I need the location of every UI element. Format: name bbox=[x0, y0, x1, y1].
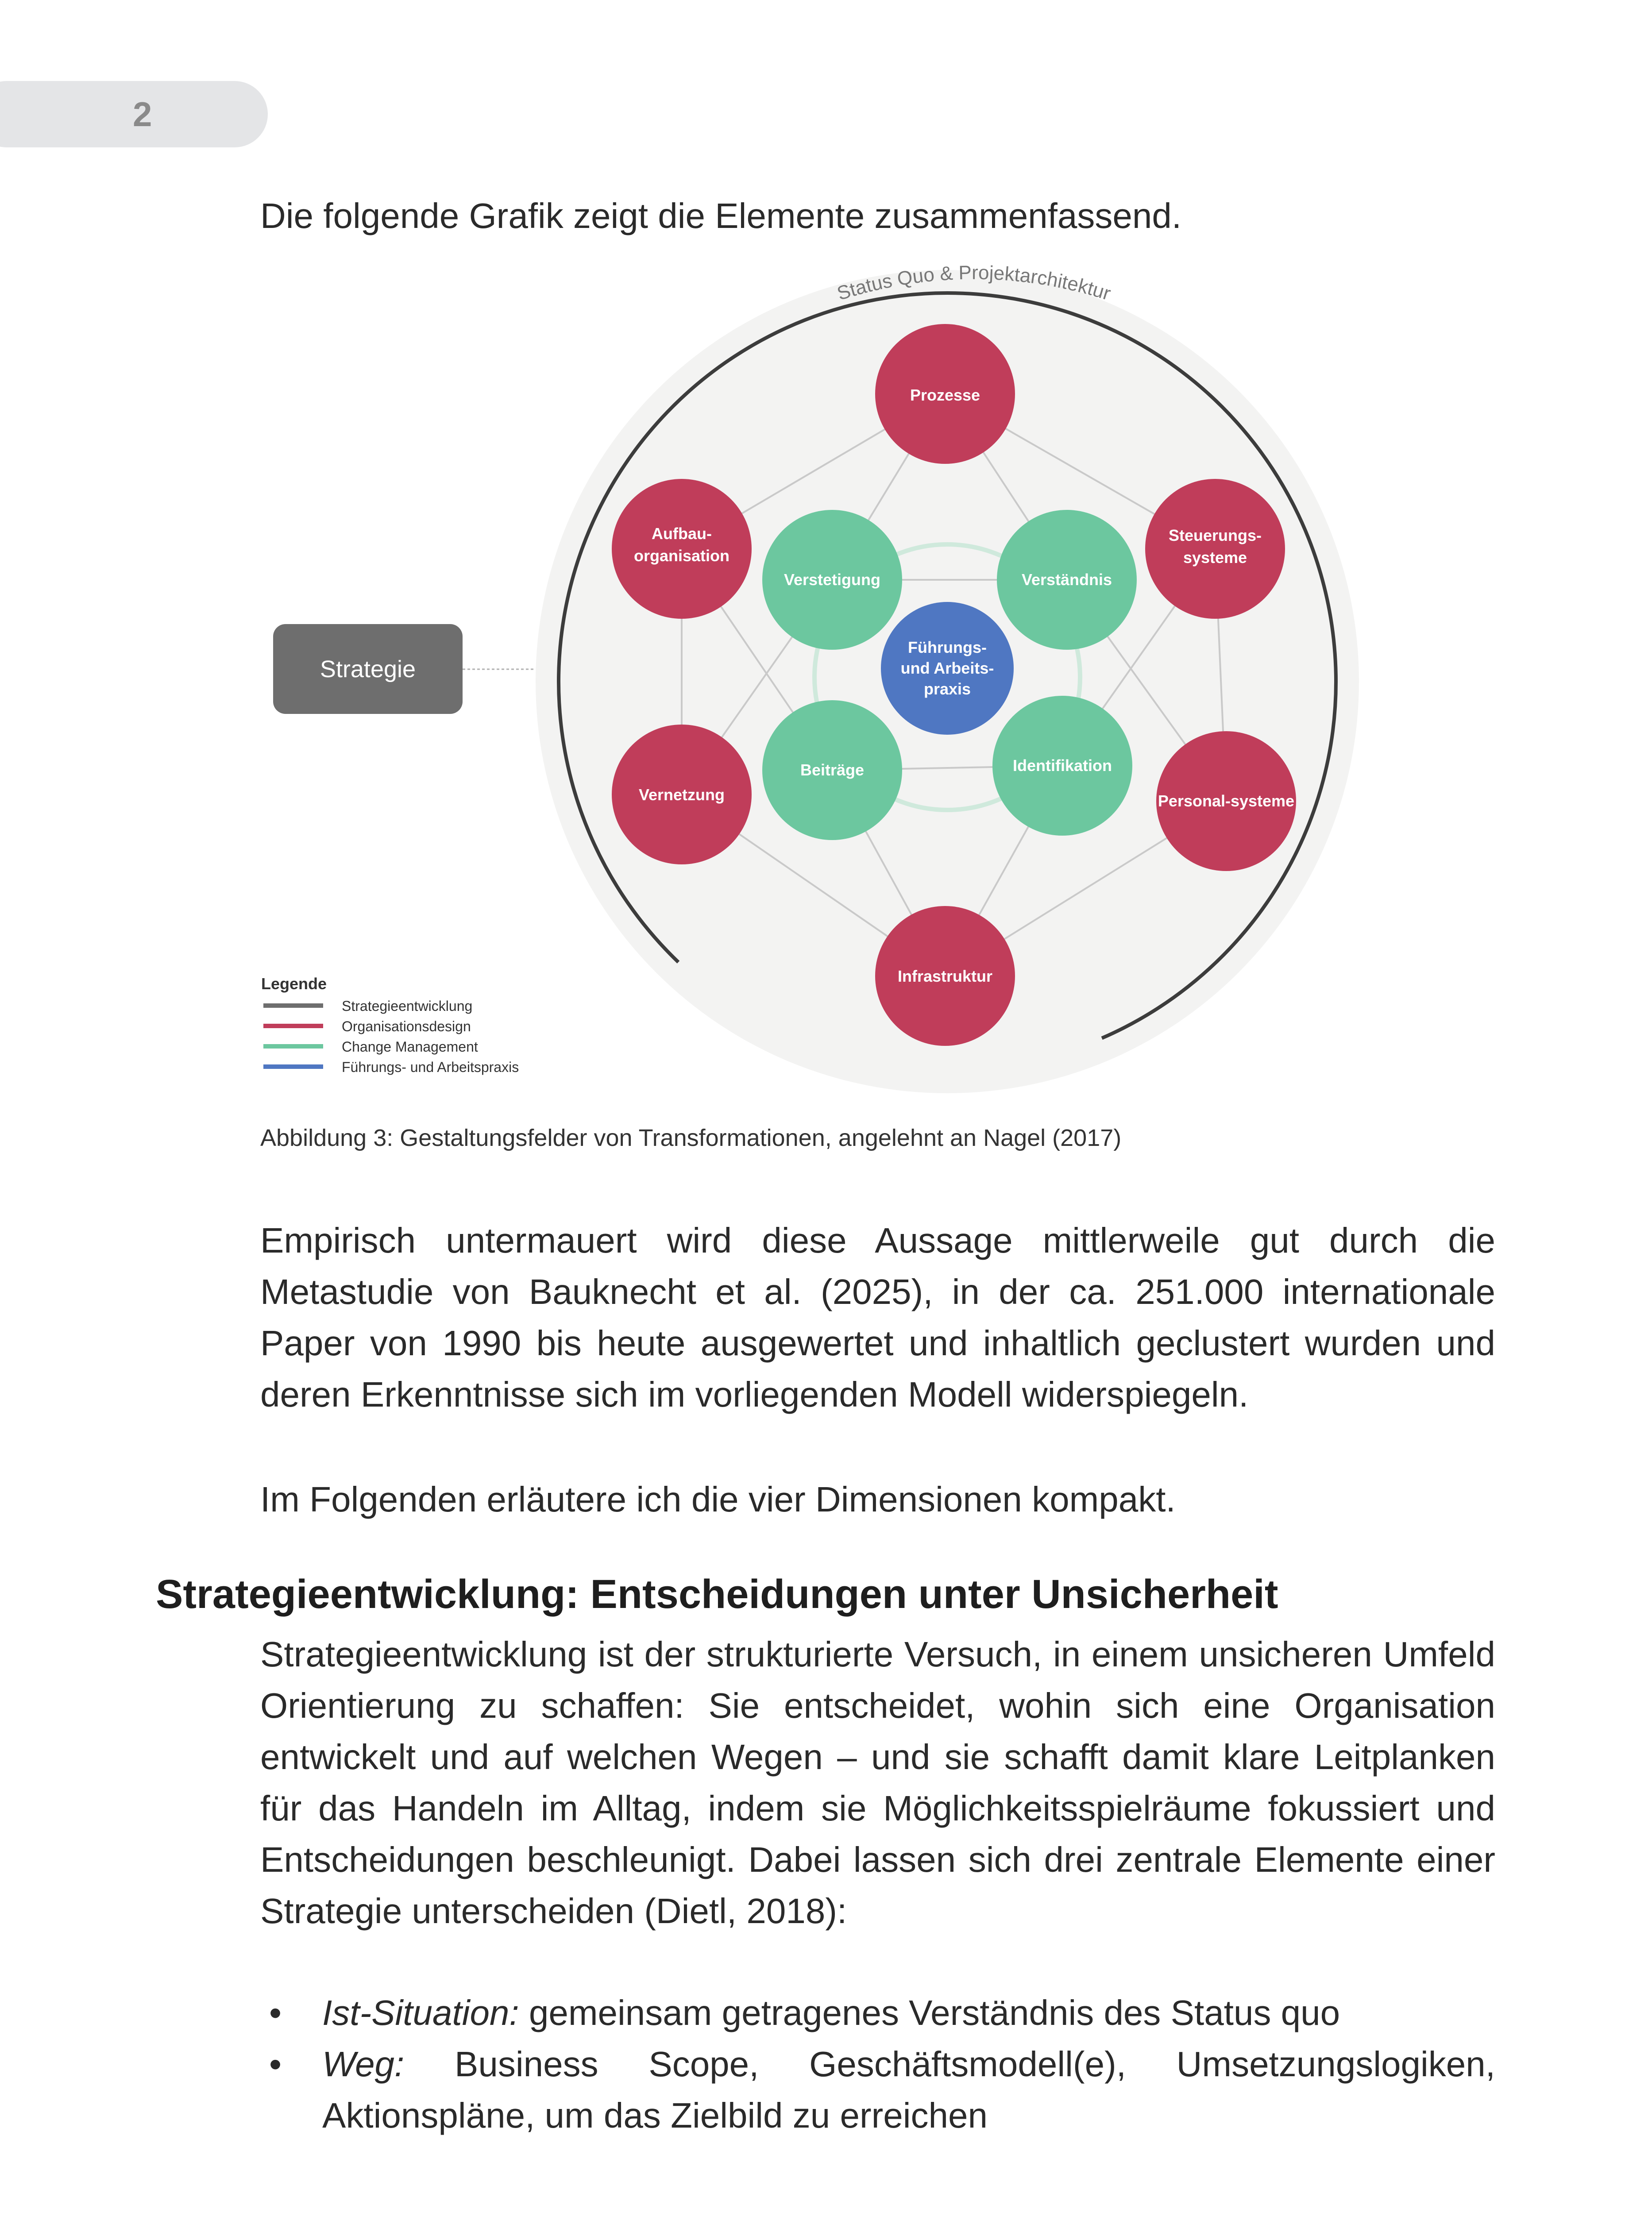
list-item-term: Weg: bbox=[322, 2044, 405, 2084]
node-label: Führungs- bbox=[908, 638, 987, 656]
red-node-prozesse bbox=[875, 324, 1015, 464]
node-label: Prozesse bbox=[910, 386, 980, 404]
intro-text: Die folgende Grafik zeigt die Elemente zusammenfassend. bbox=[260, 196, 1182, 235]
legend-title: Legende bbox=[261, 975, 327, 993]
green-node-beitraege bbox=[762, 700, 902, 840]
legend-label: Change Management bbox=[342, 1039, 478, 1055]
red-node-vernetzung bbox=[612, 725, 752, 864]
node-label: Infrastruktur bbox=[897, 967, 993, 985]
list-item bbox=[260, 1987, 1495, 2039]
bullet-icon: • bbox=[269, 1993, 282, 2032]
paragraph-empirical: Empirisch untermauert wird diese Aussage mittlerweile gut durch die Metastudie von Bauknecht et al. (2025), in der ca. 251.000 internationale Paper von 1990 bis heute ausgewertet und inhaltlich geclustert wurden und deren Erkenntnisse sich im vorliegenden Modell widerspiegeln. bbox=[260, 1221, 1495, 1414]
node-label: und Arbeits- bbox=[900, 659, 994, 677]
red-node-infrastruktur bbox=[875, 906, 1015, 1046]
figure-caption: Abbildung 3: Gestaltungsfelder von Transformationen, angelehnt an Nagel (2017) bbox=[260, 1125, 1122, 1151]
ring-label: Status Quo & Projektarchitektur bbox=[834, 262, 1114, 305]
list-item-term: Ist-Situation: bbox=[322, 1993, 519, 2032]
node-label: Vernetzung bbox=[638, 786, 725, 804]
node-label: Beiträge bbox=[800, 761, 865, 779]
red-node-steuerungssysteme bbox=[1145, 479, 1285, 619]
node-label: Personal-systeme bbox=[1158, 792, 1295, 810]
legend-label: Organisationsdesign bbox=[342, 1018, 471, 1034]
green-node-identifikation bbox=[992, 696, 1132, 836]
legend-label: Strategieentwicklung bbox=[342, 998, 473, 1014]
node-label: Aufbau- bbox=[652, 524, 712, 543]
list-item-text: gemeinsam getragenes Verständnis des Status quo bbox=[519, 1993, 1340, 2032]
red-node-personalsysteme bbox=[1156, 731, 1296, 871]
node-label: organisation bbox=[633, 547, 730, 565]
green-node-verstaendnis bbox=[997, 510, 1137, 650]
transformation-fields-diagram bbox=[0, 0, 1652, 1106]
bullet-icon: • bbox=[269, 2044, 282, 2084]
legend-label: Führungs- und Arbeitspraxis bbox=[342, 1059, 519, 1075]
strategy-box-label: Strategie bbox=[320, 656, 416, 682]
list-item bbox=[260, 2039, 1495, 2141]
node-label: Steuerungs- bbox=[1168, 526, 1262, 544]
bullet-list bbox=[260, 1987, 1495, 2141]
node-label: Verständnis bbox=[1021, 571, 1112, 589]
node-label: Verstetigung bbox=[784, 571, 881, 589]
node-label: systeme bbox=[1183, 548, 1247, 567]
paragraph-strategy: Strategieentwicklung ist der strukturierte Versuch, in einem unsicheren Umfeld Orientierung zu schaffen: Sie entscheidet, wohin sich eine Organisation entwickelt und auf welchen Wegen – und sie schafft damit klare Leitplanken für das Handeln im Alltag, indem sie Möglichkeitsspielräume fokussiert und Entscheidungen beschleunigt. Dabei lassen sich drei zentrale Elemente einer Strategie unterscheiden (Dietl, 2018): bbox=[260, 1635, 1495, 1931]
list-item-text: Business Scope, Geschäftsmodell(e), Umsetzungslogiken, Aktionspläne, um das Zielbild zu erreichen bbox=[322, 2044, 1495, 2135]
paragraph-dimensions: Im Folgenden erläutere ich die vier Dimensionen kompakt. bbox=[260, 1480, 1176, 1519]
center-node-fuehrung bbox=[881, 602, 1014, 735]
node-label: Identifikation bbox=[1013, 756, 1112, 775]
green-node-verstetigung bbox=[762, 510, 902, 650]
section-heading: Strategieentwicklung: Entscheidungen unter Unsicherheit bbox=[156, 1572, 1278, 1617]
legend bbox=[261, 975, 519, 1075]
page-number: 2 bbox=[133, 95, 152, 134]
node-label: praxis bbox=[923, 680, 971, 698]
red-node-aufbauorganisation bbox=[612, 479, 752, 619]
